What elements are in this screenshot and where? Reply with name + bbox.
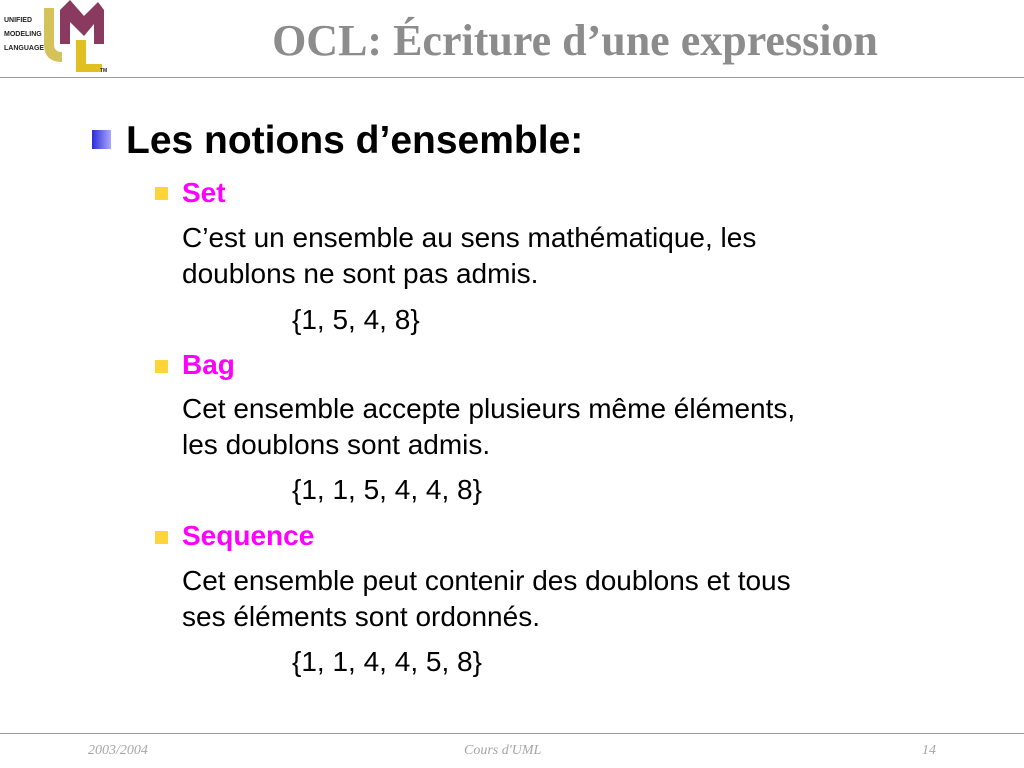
logo-text-language: LANGUAGE xyxy=(4,45,45,52)
square-bullet-icon xyxy=(92,130,111,149)
logo-letter-u-icon xyxy=(44,8,62,62)
description-line: doublons ne sont pas admis. xyxy=(182,258,539,289)
uml-logo xyxy=(0,0,112,76)
square-bullet-icon xyxy=(155,360,168,373)
footer-page-number: 14 xyxy=(922,743,936,758)
description-line: Cet ensemble accepte plusieurs même éléments, xyxy=(182,393,796,424)
logo-text-modeling: MODELING xyxy=(4,31,42,38)
item-label-set: Set xyxy=(182,177,226,208)
item-label-sequence: Sequence xyxy=(182,520,315,551)
logo-letter-m-icon xyxy=(60,0,104,44)
footer-divider xyxy=(0,733,1024,734)
description-line: Cet ensemble peut contenir des doublons et tous xyxy=(182,565,791,596)
slide-title: OCL: Écriture d’une expression xyxy=(272,16,878,65)
square-bullet-icon xyxy=(155,187,168,200)
item-description-bag xyxy=(182,391,972,463)
footer-year: 2003/2004 xyxy=(88,743,148,758)
item-description-set xyxy=(182,220,972,292)
section-heading: Les notions d’ensemble: xyxy=(126,119,584,162)
description-line: les doublons sont admis. xyxy=(182,429,491,460)
footer-course: Cours d'UML xyxy=(464,743,542,758)
logo-text-unified: UNIFIED xyxy=(4,17,32,24)
logo-letter-l-icon xyxy=(76,40,102,72)
item-example-set: {1, 5, 4, 8} xyxy=(292,304,420,335)
item-example-sequence: {1, 1, 4, 4, 5, 8} xyxy=(292,646,482,677)
logo-trademark: TM xyxy=(100,68,108,74)
description-line: ses éléments sont ordonnés. xyxy=(182,601,540,632)
item-example-bag: {1, 1, 5, 4, 4, 8} xyxy=(292,474,482,505)
title-divider xyxy=(0,77,1024,78)
square-bullet-icon xyxy=(155,531,168,544)
item-label-bag: Bag xyxy=(182,349,235,380)
description-line: C’est un ensemble au sens mathématique, les xyxy=(182,222,757,253)
item-description-sequence xyxy=(182,563,972,635)
